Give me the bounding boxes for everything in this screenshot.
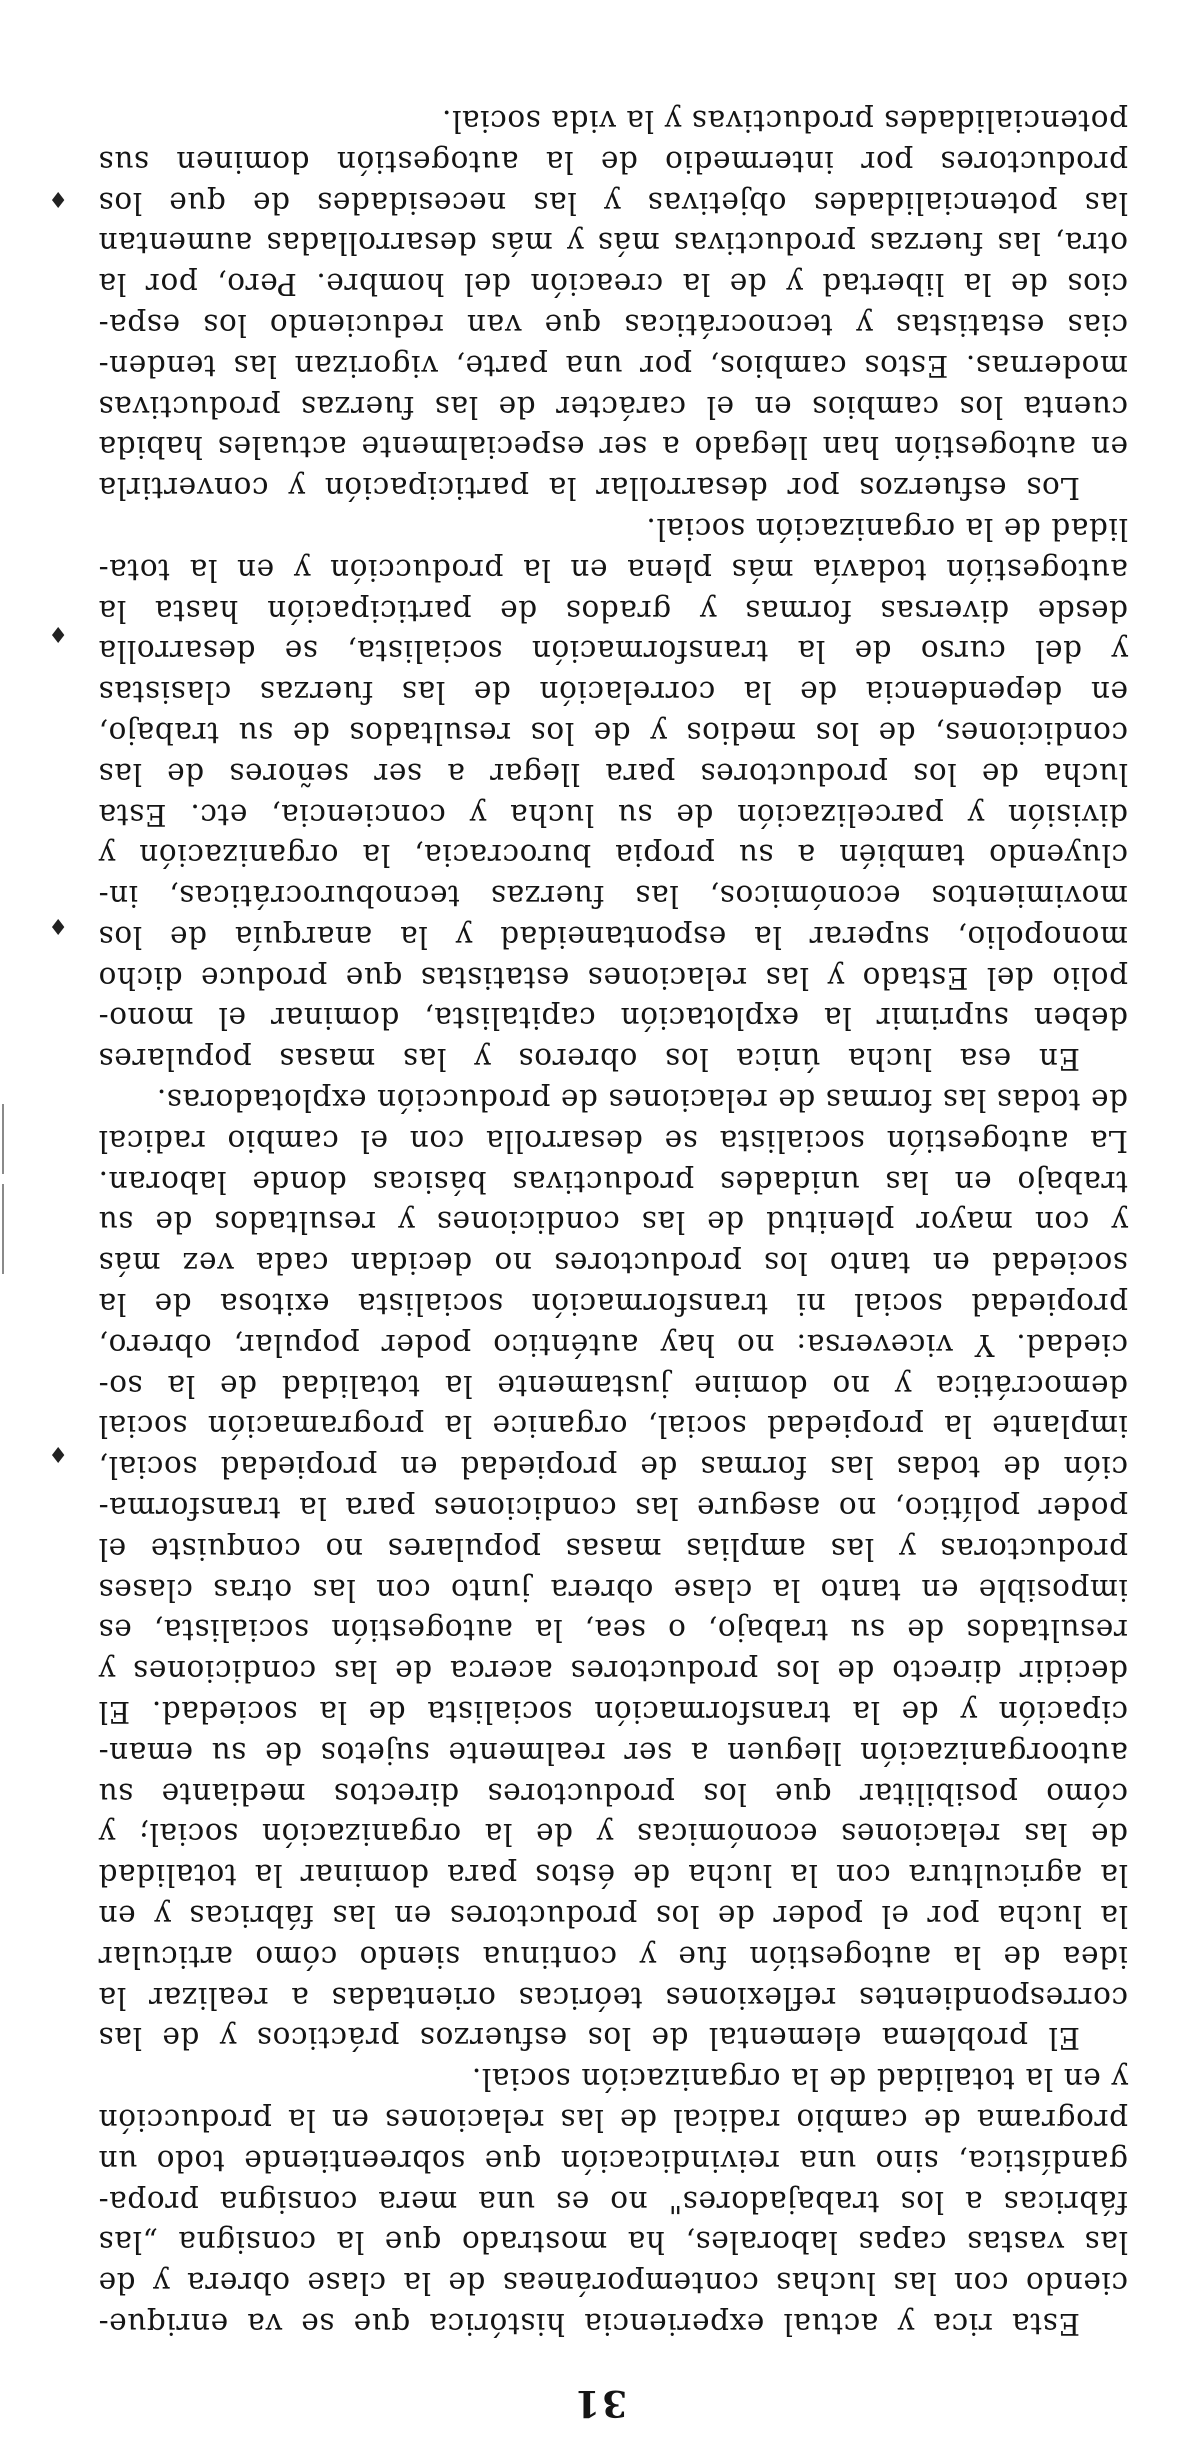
- text-line: movimientos económicos, las fuerzas tecnoburocráticas, in-: [98, 879, 1128, 914]
- text-line: autogestión todavía más plena en la producción y en la tota-: [98, 552, 1128, 587]
- text-line: ciendo con las luchas contemporáneas de la clase obrera y de: [98, 2266, 1128, 2301]
- text-line: en autogestión han llegado a ser especialmente actuales habida: [98, 430, 1128, 465]
- text-line: idea de la autogestión fue y continua siendo cómo articular: [98, 1939, 1128, 1974]
- text-line: sociedad en tanto los productores no decidan cada vez más: [98, 1246, 1128, 1281]
- text-line: implante la propiedad social, organice la programación social: [98, 1409, 1128, 1444]
- text-line: poder político, no asegure las condiciones para la transforma-: [98, 1491, 1128, 1526]
- text-line: productoras y las amplias masas populares no conquiste el: [98, 1531, 1128, 1566]
- body-text: [98, 100, 1128, 2344]
- margin-mark: ♦: [48, 186, 68, 211]
- text-line: de todas las formas de relaciones de producción explotadoras.: [156, 1083, 1128, 1118]
- text-line: cuenta los cambios en el carácter de las fuerzas productivas: [98, 389, 1128, 424]
- text-line: polio del Estado y las relaciones estatistas que produce dicho: [98, 960, 1128, 995]
- margin-mark: ♦: [48, 1441, 68, 1466]
- text-line: decidir directo de los productores acerca de las condiciones y: [98, 1654, 1128, 1689]
- gutter-line: [2, 1184, 4, 1274]
- text-line: la agricultura con la lucha de éstos para dominar la totalidad: [98, 1858, 1128, 1893]
- text-line: propiedad social ni transformación socialista exitosa de la: [98, 1287, 1128, 1322]
- text-line: condiciones, de los medios y de los resultados de su trabajo,: [98, 715, 1128, 750]
- text-line: cómo posibilitar que los productores directos mediante su: [98, 1776, 1128, 1811]
- text-line: programa de cambio radical de las relaciones en la producción: [98, 2103, 1128, 2138]
- text-line: de las relaciones económicas y de la organización social; y: [98, 1817, 1128, 1852]
- text-line: deben suprimir la explotación capitalista, dominar el mono-: [98, 1001, 1128, 1036]
- text-line: y en la totalidad de la organización social.: [471, 2062, 1128, 2097]
- text-line: autoorganización lleguen a ser realmente sujetos de su eman-: [98, 1735, 1128, 1770]
- text-line: y del curso de la transformación socialista, se desarrolla: [98, 634, 1128, 669]
- text-line: cluyendo también a su propia burocracia, la organización y: [98, 838, 1128, 873]
- text-line: correspondientes reflexiones teóricas orientadas a realizar la: [98, 1980, 1128, 2015]
- text-line: gandística, sino una reivindicación que sobreentiende todo un: [98, 2143, 1128, 2178]
- text-line: potencialidades productivas y la vida social.: [441, 103, 1128, 138]
- text-line: El problema elemental de los esfuerzos prácticos y de las: [98, 2021, 1080, 2056]
- text-line: En esa lucha única los obreros y las masas populares: [98, 1042, 1080, 1077]
- text-line: productores por intermedio de la autogestión dominen sus: [98, 144, 1128, 179]
- text-line: Esta rica y actual experiencia histórica que se va enrique-: [98, 2307, 1080, 2341]
- margin-mark: ♦: [48, 913, 68, 938]
- text-line: cias estatistas y tecnocráticas que van reduciendo los espa-: [98, 307, 1128, 342]
- text-line: modernas. Estos cambios, por una parte, vigorizan las tenden-: [98, 348, 1128, 383]
- text-line: fábricas a los trabajadores" no es una mera consigna propa-: [98, 2184, 1128, 2219]
- text-line: en dependencia de la correlación de las fuerzas clasistas: [98, 675, 1128, 710]
- text-line: ción de todas las formas de propiedad en propiedad social,: [98, 1450, 1128, 1485]
- text-line: cipación y de la transformación socialista de la sociedad. El: [98, 1695, 1128, 1730]
- text-line: cios de la libertad y de la creación del hombre. Pero, por la: [98, 267, 1128, 302]
- text-line: imposible en tanto la clase obrera junto con las otras clases: [98, 1572, 1128, 1607]
- text-line: La autogestión socialista se desarrolla con el cambio radical: [98, 1123, 1128, 1158]
- text-line: las vastas capas laborales, ha mostrado que la consigna „las: [98, 2225, 1128, 2260]
- text-line: las potencialidades objetivas y las necesidades de que los: [98, 185, 1128, 220]
- text-line: lucha de los productores para llegar a ser señores de las: [98, 756, 1128, 791]
- gutter-line: [2, 1104, 4, 1174]
- text-line: ciedad. Y viceversa: no hay auténtico poder popular, obrero,: [98, 1327, 1128, 1362]
- text-line: la lucha por el poder de los productores en las fábricas y en: [98, 1899, 1128, 1934]
- text-line: lidad de la organización social.: [645, 511, 1128, 546]
- page-number: 31: [572, 2382, 628, 2424]
- text-line: desde diversas formas y grados de participación hasta la: [98, 593, 1128, 628]
- margin-mark: ♦: [48, 621, 68, 646]
- text-line: trabajo en las unidades productivas básicas donde laboran.: [98, 1164, 1128, 1199]
- text-line: división y parcelización de su lucha y conciencia, etc. Esta: [98, 797, 1128, 832]
- text-line: Los esfuerzos por desarrollar la participación y convertirla: [98, 471, 1080, 506]
- text-line: monopolio, superar la espontaneidad y la anarquía de los: [98, 919, 1128, 954]
- text-line: y con mayor plenitud de las condiciones y resultados de su: [98, 1205, 1128, 1240]
- text-line: resultados de su trabajo, o sea, la autogestión socialista, es: [98, 1613, 1128, 1648]
- text-line: democrática y no domine justamente la totalidad de la so-: [98, 1368, 1128, 1403]
- text-line: otra, las fuerzas productivas más y más desarrolladas aumentan: [98, 226, 1128, 261]
